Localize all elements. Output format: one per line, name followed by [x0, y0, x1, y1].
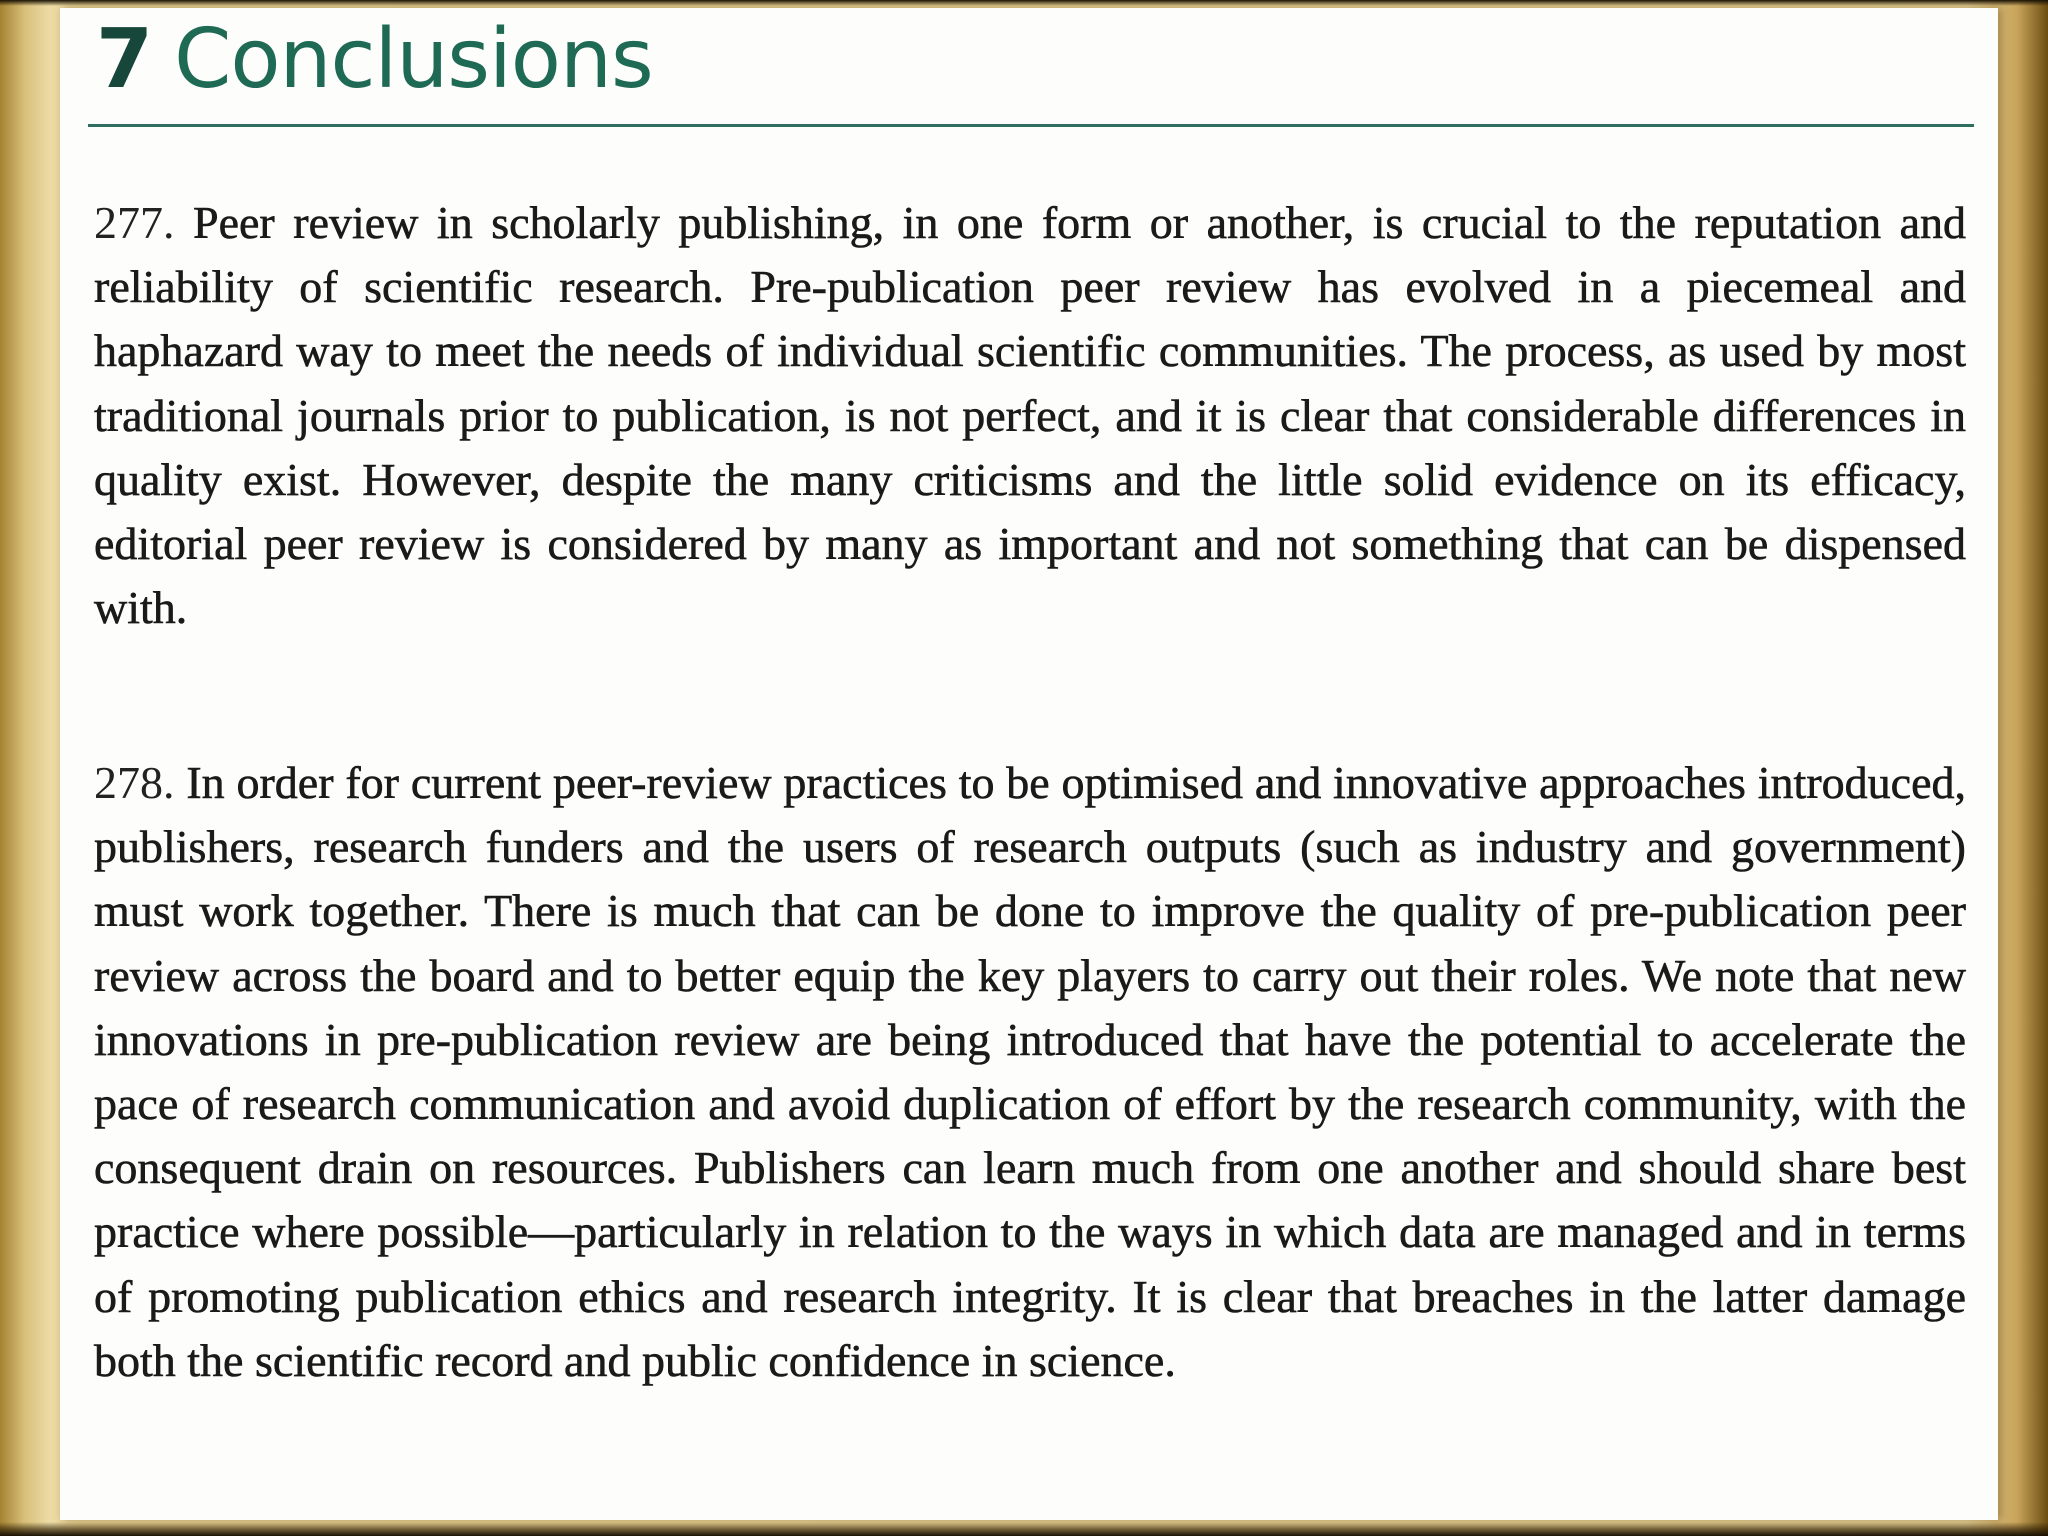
- paragraph-number: 277.: [94, 197, 175, 248]
- frame-top-shadow: [0, 0, 2048, 6]
- section-title: Conclusions: [174, 12, 653, 107]
- section-heading: [96, 10, 653, 110]
- paragraph-text: In order for current peer-review practices to be optimised and innovative approaches introduced, publishers, research funders and the users of research outputs (such as industry and government) must work together. There is much that can be done to improve the quality of pre-publication peer review across the board and to better equip the key players to carry out their roles. We note that new innovations in pre-publication review are being introduced that have the potential to accelerate the pace of research communication and avoid duplication of effort by the research community, with the consequent drain on resources. Publishers can learn much from one another and should share best practice where possible—particularly in relation to the ways in which data are managed and in terms of promoting publication ethics and research integrity. It is clear that breaches in the latter damage both the scientific record and public confidence in science.: [94, 757, 1966, 1386]
- paragraph-text: Peer review in scholarly publishing, in one form or another, is crucial to the reputation and reliability of scientific research. Pre-publication peer review has evolved in a piecemeal and haphazard way to meet the needs of individual scientific communities. The process, as used by most traditional journals prior to publication, is not perfect, and it is clear that considerable differences in quality exist. However, despite the many criticisms and the little solid evidence on its efficacy, editorial peer review is considered by many as important and not something that can be dispensed with.: [94, 197, 1966, 634]
- paragraph-number: 278.: [94, 757, 175, 808]
- document-page: [60, 8, 1998, 1520]
- section-number: 7: [96, 12, 153, 107]
- paragraph-277: [94, 191, 1966, 640]
- heading-rule: [88, 124, 1974, 127]
- paragraph-278: [94, 751, 1966, 1393]
- frame-bottom-shadow: [0, 1522, 2048, 1536]
